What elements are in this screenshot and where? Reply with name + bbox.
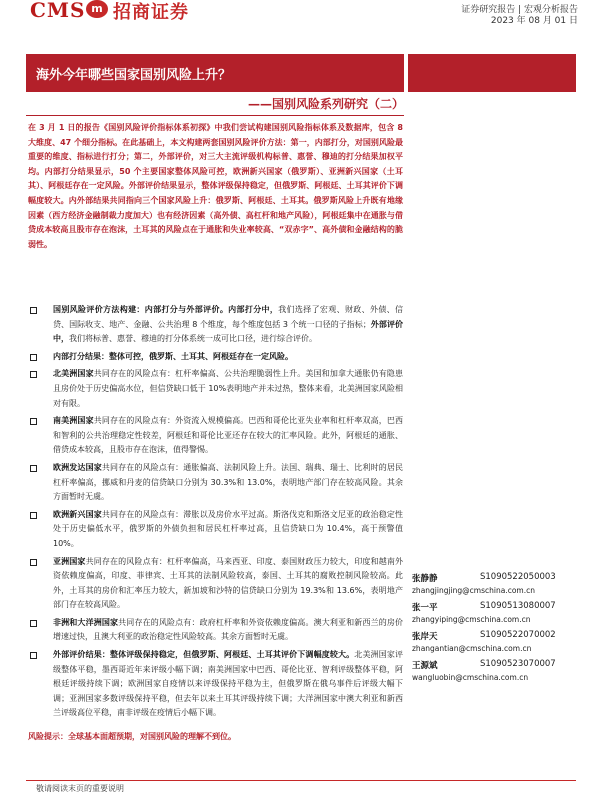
bullet-text: 共同存在的风险点有：外资流入规模偏高。巴西和哥伦比亚失业率和杠杆率双高，巴西和智利的公共治理稳定性较差，阿根廷和哥伦比亚还存在较大的汇率风险。此外，阿根廷的通胀、借贷成本较高，且股市存在泡沫，值得警惕。 [53,416,404,455]
bullet-item [28,350,403,365]
bullet-item [28,648,403,721]
bullet-square-icon [30,559,37,566]
bullet-lead: 北美洲国家 [53,369,94,379]
bullet-item [28,508,403,552]
bullet-lead: 非洲和大洋洲国家 [53,617,119,627]
bullet-item [28,303,403,347]
bullet-item [28,461,403,505]
bullet-lead: 外部评价结果：整体评级保持稳定，但俄罗斯、阿根廷、土耳其评价下调幅度较大。 [53,650,355,660]
analyst-name: 张岸天 [412,632,438,642]
bullet-square-icon [30,354,37,361]
bullet-square-icon [30,307,37,314]
bullet-text: 共同存在的风险点有：通胀偏高、法制风险上升。法国、瑞典、瑞士、比利时的居民杠杆率偏高，挪威和丹麦的信贷缺口分别为 30.3%和 13.0%，表明地产部门存在较高风险。其余方面暂时无虞。 [53,462,403,502]
bullet-square-icon [30,512,37,519]
analyst-email[interactable]: zhangyiping@cmschina.com.cn [412,615,531,624]
bullet-text: 北美洲国家评级整体平稳，墨西哥近年来评级小幅下调；南美洲国家中巴西、哥伦比亚、智利评级整体平稳，阿根廷评级持续下调；欧洲国家自疫情以来评级保持平稳为主，但俄罗斯在俄乌事件后评级大幅下调；亚洲国家多数评级保持平稳，但去年以来土耳其评级持续下调；大洋洲国家中澳大利亚和新西兰评级高位平稳，南非评级在疫情后小幅下调。 [53,650,404,718]
bullet-item [28,555,403,613]
side-banner [408,54,576,92]
bullet-square-icon [30,465,37,472]
bullet-text: 共同存在的风险点有：政府杠杆率和外资依赖度偏高。澳大利亚和新西兰的房价增速过快，且澳大利亚的政治稳定性风险较高。其余方面暂时无虞。 [53,617,404,642]
bullet-text: 共同存在的风险点有：杠杆率偏高，马来西亚、印度、泰国财政压力较大，印度和越南外资依赖度偏高，印度、菲律宾、土耳其的法制风险较高，泰国、土耳其的腐败控制风险较高。此外，土耳其的房价和汇率压力较大，新加坡和沙特的信贷缺口分别为 19.3%和 13.6%，表明地产部门存在较高风险。 [53,556,404,610]
analyst-email[interactable]: zhangantian@cmschina.com.cn [412,644,532,653]
analyst-name: 王源斌 [412,661,438,671]
bullet-text: 共同存在的风险点有：杠杆率偏高、公共治理脆弱性上升。美国和加拿大通胀仍有隐患且房价处于历史偏高水位，但信贷缺口低于 10%表明地产并未过热，整体来看，北美洲国家风险相对有限。 [53,369,404,408]
bullet-lead: 外部评价中， [53,319,403,344]
bullet-lead: 亚洲国家 [53,556,86,566]
analyst-email[interactable]: wangluobin@cmschina.com.cn [412,673,529,682]
bullet-lead: 欧洲发达国家 [53,462,102,472]
analyst-name: 张一平 [412,603,438,613]
analyst-code: S1090522050003 [480,572,556,582]
bullet-square-icon [30,620,37,627]
bullet-lead: 南美洲国家 [53,416,94,426]
analyst-entry [412,659,582,682]
bullet-lead: 内部打分结果：整体可控，俄罗斯、土耳其、阿根廷存在一定风险。 [53,351,293,361]
bullet-text: 共同存在的风险点有：滞胀以及房价水平过高。斯洛伐克和斯洛文尼亚的政治稳定性处于历史偏低水平，俄罗斯的外债负担和居民杠杆率过高，且信贷缺口为 10.4%，高于预警值 10%。 [53,509,403,548]
intro-paragraph: 在 3 月 1 日的报告《国别风险评价指标体系初探》中我们尝试构建国别风险指标体系及数据库，包含 8 大维度、47 个细分指标。在此基础上，本文构建两套国别风险评价方法：第一，内部打分，对国别风险最重要的维度、指标进行打分；第二，外部评价，对三大主流评级机构标普、惠誉、穆迪的打分结果加权平均。内部打分结果显示，50 个主要国家整体风险可控，欧洲新兴国家（俄罗斯）、亚洲新兴国家（土耳其）、阿根廷存在一定风险。外部评价结果显示，整体评级保持稳定，但俄罗斯、阿根廷、土耳其评价下调幅度较大。内外部结果共同指向三个国家风险上升：俄罗斯、阿根廷、土耳其。俄罗斯风险上升既有地缘因素（西方经济金融制裁力度加大）也有经济因素（高外债、高杠杆和地产风险），阿根廷集中在通胀与借贷成本较高且股市存在泡沫，土耳其的风险点在于通胀和失业率较高、“双赤字”、高外债和金融结构的脆弱性。 [28,123,403,249]
page-subtitle: ——国别风险系列研究（二） [247,97,404,111]
risk-note: 风险提示：全球基本面超预期，对国别风险的理解不到位。 [28,732,236,741]
subtitle-divider [26,115,404,116]
footer-note: 敬请阅读末页的重要说明 [36,784,124,793]
bullet-lead: 欧洲新兴国家 [53,509,102,519]
bullet-item [28,367,403,411]
analyst-entry [412,572,582,595]
footer-divider [26,780,576,781]
bullet-list [28,303,403,724]
page-title: 海外今年哪些国家国别风险上升？ [36,68,232,83]
report-date: 2023 年 08 月 01 日 [490,16,578,26]
bullet-square-icon [30,418,37,425]
report-type: 证券研究报告 | 宏观分析报告 [461,5,578,15]
analyst-email[interactable]: zhangjingjing@cmschina.com.cn [412,586,535,595]
bullet-item [28,616,403,645]
bullet-text: 我们将标普、惠誉、穆迪的打分体系统一成可比口径，进行综合评价。 [69,334,317,344]
bullet-lead: 国别风险评价方法构建：内部打分与外部评价。内部打分中， [53,305,279,314]
bullet-item [28,414,403,458]
analyst-panel [412,572,582,688]
analyst-code: S1090523070007 [480,659,556,669]
logo-chinese-text: 招商证券 [113,2,189,23]
bullet-text: 我们选择了宏观、财政、外债、信贷、国际收支、地产、金融、公共治理 8 个维度，每个维度包括 3 个统一口径的子指标； [53,305,403,329]
bullet-square-icon [30,652,37,659]
analyst-code: S1090513080007 [480,601,556,611]
analyst-entry [412,601,582,624]
bullet-square-icon [30,371,37,378]
logo-cms-text: CMS [30,0,86,22]
analyst-name: 张静静 [412,574,438,584]
analyst-entry [412,630,582,653]
logo-badge-icon: m [86,0,108,18]
analyst-code: S1090522070002 [480,630,556,640]
